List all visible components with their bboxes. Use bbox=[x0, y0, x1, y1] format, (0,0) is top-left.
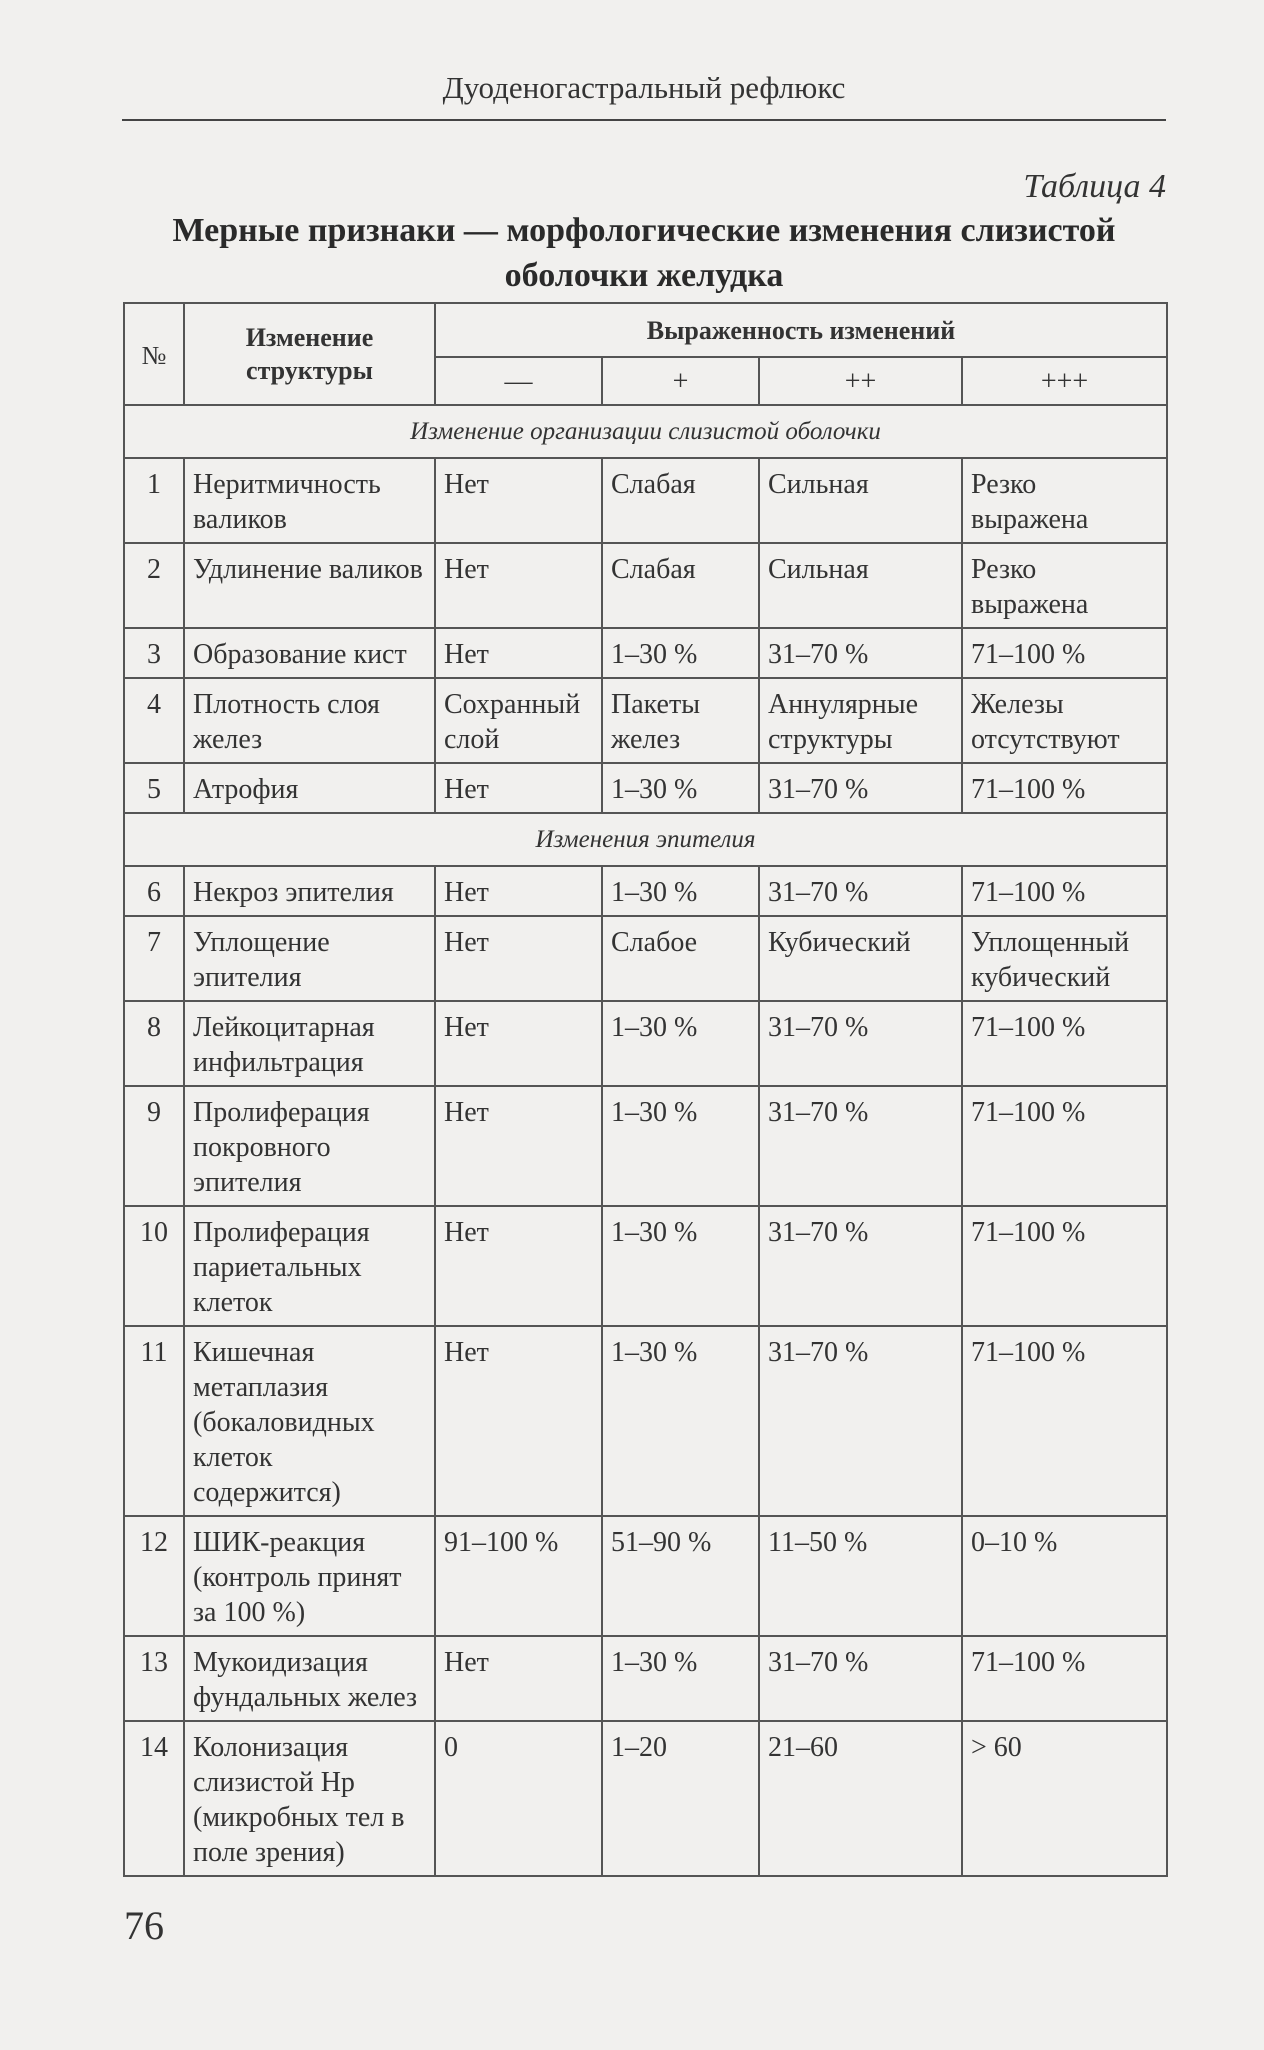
row-number: 3 bbox=[124, 628, 184, 678]
grade-2-cell: 31–70 % bbox=[759, 1636, 962, 1721]
row-number: 6 bbox=[124, 866, 184, 916]
grade-3-cell: 71–100 % bbox=[962, 763, 1167, 813]
grade-1-cell: 1–20 bbox=[602, 1721, 759, 1876]
grade-0-cell: 0 bbox=[435, 1721, 602, 1876]
table-body bbox=[124, 405, 1167, 1876]
row-structure: Уплощение эпителия bbox=[184, 916, 435, 1001]
section-row bbox=[124, 405, 1167, 458]
header-structure: Изменение структуры bbox=[184, 303, 435, 405]
grade-1-cell: 1–30 % bbox=[602, 1636, 759, 1721]
table-row bbox=[124, 628, 1167, 678]
table-row bbox=[124, 1516, 1167, 1636]
table-number: Таблица 4 bbox=[1023, 168, 1166, 205]
grade-2-cell: Аннулярные структуры bbox=[759, 678, 962, 763]
grade-2-cell: 31–70 % bbox=[759, 1206, 962, 1326]
grade-2-cell: 31–70 % bbox=[759, 1086, 962, 1206]
grade-3-cell: 71–100 % bbox=[962, 1086, 1167, 1206]
grade-0-cell: Сохранный слой bbox=[435, 678, 602, 763]
row-structure: Пролиферация покровного эпителия bbox=[184, 1086, 435, 1206]
row-number: 12 bbox=[124, 1516, 184, 1636]
table-row bbox=[124, 866, 1167, 916]
table-row bbox=[124, 1086, 1167, 1206]
row-structure: Пролиферация париетальных клеток bbox=[184, 1206, 435, 1326]
grade-1-cell: 1–30 % bbox=[602, 628, 759, 678]
table-row bbox=[124, 458, 1167, 543]
header-grade-0: — bbox=[435, 357, 602, 405]
page-number: 76 bbox=[124, 1903, 164, 1948]
row-structure: Неритмичность валиков bbox=[184, 458, 435, 543]
grade-1-cell: 1–30 % bbox=[602, 1206, 759, 1326]
row-structure: Удлинение валиков bbox=[184, 543, 435, 628]
morphology-table bbox=[123, 302, 1168, 1877]
grade-1-cell: 51–90 % bbox=[602, 1516, 759, 1636]
grade-0-cell: Нет bbox=[435, 1086, 602, 1206]
grade-2-cell: Кубический bbox=[759, 916, 962, 1001]
grade-2-cell: 21–60 bbox=[759, 1721, 962, 1876]
grade-2-cell: 31–70 % bbox=[759, 1001, 962, 1086]
row-structure: Некроз эпителия bbox=[184, 866, 435, 916]
grade-1-cell: 1–30 % bbox=[602, 763, 759, 813]
row-number: 5 bbox=[124, 763, 184, 813]
grade-0-cell: Нет bbox=[435, 916, 602, 1001]
grade-1-cell: Слабое bbox=[602, 916, 759, 1001]
grade-0-cell: Нет bbox=[435, 1326, 602, 1516]
table-title bbox=[122, 208, 1166, 298]
table-row bbox=[124, 1721, 1167, 1876]
section-row bbox=[124, 813, 1167, 866]
row-number: 10 bbox=[124, 1206, 184, 1326]
grade-1-cell: 1–30 % bbox=[602, 1326, 759, 1516]
grade-3-cell: 71–100 % bbox=[962, 1206, 1167, 1326]
grade-0-cell: Нет bbox=[435, 1001, 602, 1086]
grade-2-cell: 31–70 % bbox=[759, 763, 962, 813]
row-structure: Колонизация слизистой Hp (микробных тел в поле зрения) bbox=[184, 1721, 435, 1876]
row-number: 8 bbox=[124, 1001, 184, 1086]
table-row bbox=[124, 916, 1167, 1001]
table-row bbox=[124, 763, 1167, 813]
section-title: Изменения эпителия bbox=[124, 813, 1167, 866]
header-grade-1: + bbox=[602, 357, 759, 405]
header-rule bbox=[122, 119, 1166, 121]
grade-2-cell: 31–70 % bbox=[759, 866, 962, 916]
grade-2-cell: 31–70 % bbox=[759, 628, 962, 678]
row-structure: Плотность слоя желез bbox=[184, 678, 435, 763]
table-row bbox=[124, 1001, 1167, 1086]
grade-1-cell: 1–30 % bbox=[602, 1086, 759, 1206]
grade-1-cell: 1–30 % bbox=[602, 1001, 759, 1086]
grade-3-cell: Резко выражена bbox=[962, 458, 1167, 543]
row-number: 9 bbox=[124, 1086, 184, 1206]
grade-0-cell: Нет bbox=[435, 866, 602, 916]
grade-3-cell: 0–10 % bbox=[962, 1516, 1167, 1636]
table-title-line-1: Мерные признаки — морфологические изменения слизистой bbox=[172, 212, 1116, 249]
grade-3-cell: 71–100 % bbox=[962, 1001, 1167, 1086]
section-title: Изменение организации слизистой оболочки bbox=[124, 405, 1167, 458]
grade-1-cell: Пакеты желез bbox=[602, 678, 759, 763]
grade-0-cell: Нет bbox=[435, 458, 602, 543]
grade-3-cell: Железы отсутствуют bbox=[962, 678, 1167, 763]
grade-0-cell: Нет bbox=[435, 763, 602, 813]
row-structure: Образование кист bbox=[184, 628, 435, 678]
row-number: 1 bbox=[124, 458, 184, 543]
table-row bbox=[124, 1636, 1167, 1721]
grade-1-cell: Слабая bbox=[602, 543, 759, 628]
table-row bbox=[124, 678, 1167, 763]
grade-0-cell: 91–100 % bbox=[435, 1516, 602, 1636]
running-head: Дуоденогастральный рефлюкс bbox=[442, 70, 846, 105]
row-structure: Лейкоцитарная инфильтрация bbox=[184, 1001, 435, 1086]
grade-3-cell: 71–100 % bbox=[962, 1636, 1167, 1721]
header-grade-3: +++ bbox=[962, 357, 1167, 405]
row-number: 11 bbox=[124, 1326, 184, 1516]
header-grade-2: ++ bbox=[759, 357, 962, 405]
grade-2-cell: 11–50 % bbox=[759, 1516, 962, 1636]
grade-0-cell: Нет bbox=[435, 1636, 602, 1721]
grade-0-cell: Нет bbox=[435, 1206, 602, 1326]
row-number: 4 bbox=[124, 678, 184, 763]
grade-3-cell: Резко выражена bbox=[962, 543, 1167, 628]
grade-0-cell: Нет bbox=[435, 543, 602, 628]
grade-3-cell: Уплощенный кубический bbox=[962, 916, 1167, 1001]
row-number: 2 bbox=[124, 543, 184, 628]
row-structure: Мукоидизация фундальных желез bbox=[184, 1636, 435, 1721]
grade-3-cell: 71–100 % bbox=[962, 866, 1167, 916]
table-title-line-2: оболочки желудка bbox=[504, 257, 784, 294]
row-number: 13 bbox=[124, 1636, 184, 1721]
grade-0-cell: Нет bbox=[435, 628, 602, 678]
grade-3-cell: 71–100 % bbox=[962, 1326, 1167, 1516]
grade-1-cell: Слабая bbox=[602, 458, 759, 543]
header-number: № bbox=[124, 303, 184, 405]
table-row bbox=[124, 543, 1167, 628]
grade-1-cell: 1–30 % bbox=[602, 866, 759, 916]
header-severity: Выраженность изменений bbox=[435, 303, 1167, 357]
grade-2-cell: 31–70 % bbox=[759, 1326, 962, 1516]
row-number: 7 bbox=[124, 916, 184, 1001]
grade-3-cell: 71–100 % bbox=[962, 628, 1167, 678]
row-number: 14 bbox=[124, 1721, 184, 1876]
table-row bbox=[124, 1326, 1167, 1516]
row-structure: Кишечная метаплазия (бокаловидных клеток содержится) bbox=[184, 1326, 435, 1516]
grade-2-cell: Сильная bbox=[759, 458, 962, 543]
grade-3-cell: > 60 bbox=[962, 1721, 1167, 1876]
row-structure: Атрофия bbox=[184, 763, 435, 813]
table-row bbox=[124, 1206, 1167, 1326]
grade-2-cell: Сильная bbox=[759, 543, 962, 628]
row-structure: ШИК-реакция (контроль принят за 100 %) bbox=[184, 1516, 435, 1636]
